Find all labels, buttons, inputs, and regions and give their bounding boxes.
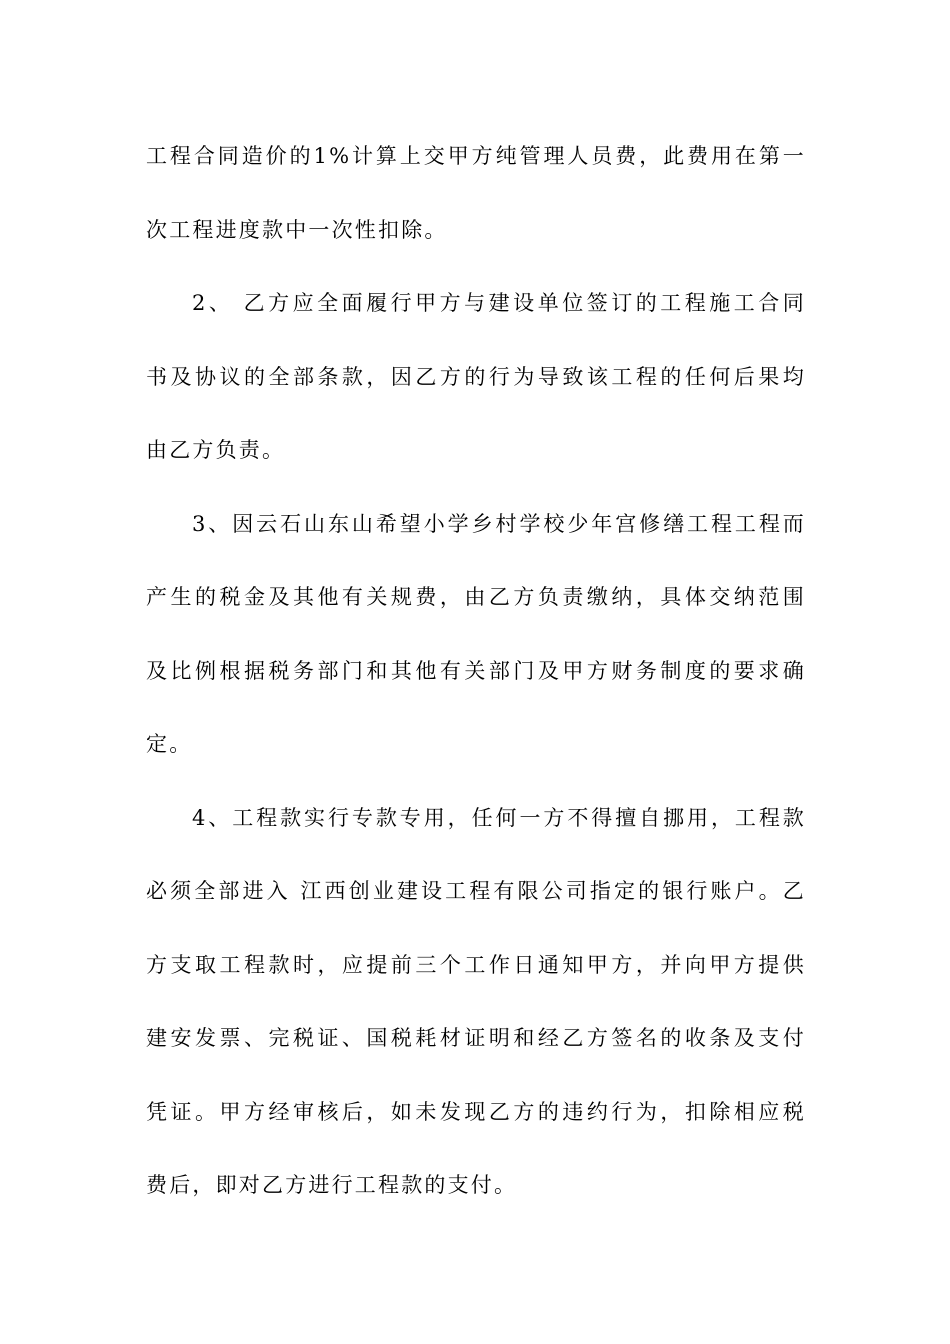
text-line-15: 费后，即对乙方进行工程款的支付。 [146, 1173, 518, 1197]
document-body [146, 128, 806, 1231]
text-line-1: 工程合同造价的1%计算上交甲方纯管理人员费，此费用在第一 [146, 144, 806, 168]
text-line-5: 由乙方负责。 [146, 438, 286, 462]
text-line-4: 书及协议的全部条款，因乙方的行为导致该工程的任何后果均 [146, 364, 806, 389]
text-line-10: 4、工程款实行专款专用，任何一方不得擅自挪用，工程款 [192, 805, 806, 830]
text-line-2: 次工程进度款中一次性扣除。 [146, 217, 448, 242]
text-line-8: 及比例根据税务部门和其他有关部门及甲方财务制度的要求确 [146, 658, 806, 683]
text-line-7: 产生的税金及其他有关规费，由乙方负责缴纳，具体交纳范围 [146, 585, 806, 609]
text-line-3: 2、 乙方应全面履行甲方与建设单位签订的工程施工合同 [192, 291, 806, 315]
text-line-11: 必须全部进入 江西创业建设工程有限公司指定的银行账户。乙 [146, 879, 806, 903]
text-line-13: 建安发票、完税证、国税耗材证明和经乙方签名的收条及支付 [146, 1026, 806, 1050]
text-line-12: 方支取工程款时，应提前三个工作日通知甲方，并向甲方提供 [146, 952, 806, 977]
text-line-6: 3、因云石山东山希望小学乡村学校少年宫修缮工程工程而 [192, 511, 806, 536]
text-line-14: 凭证。甲方经审核后，如未发现乙方的违约行为，扣除相应税 [146, 1099, 806, 1124]
text-line-9: 定。 [146, 732, 193, 756]
